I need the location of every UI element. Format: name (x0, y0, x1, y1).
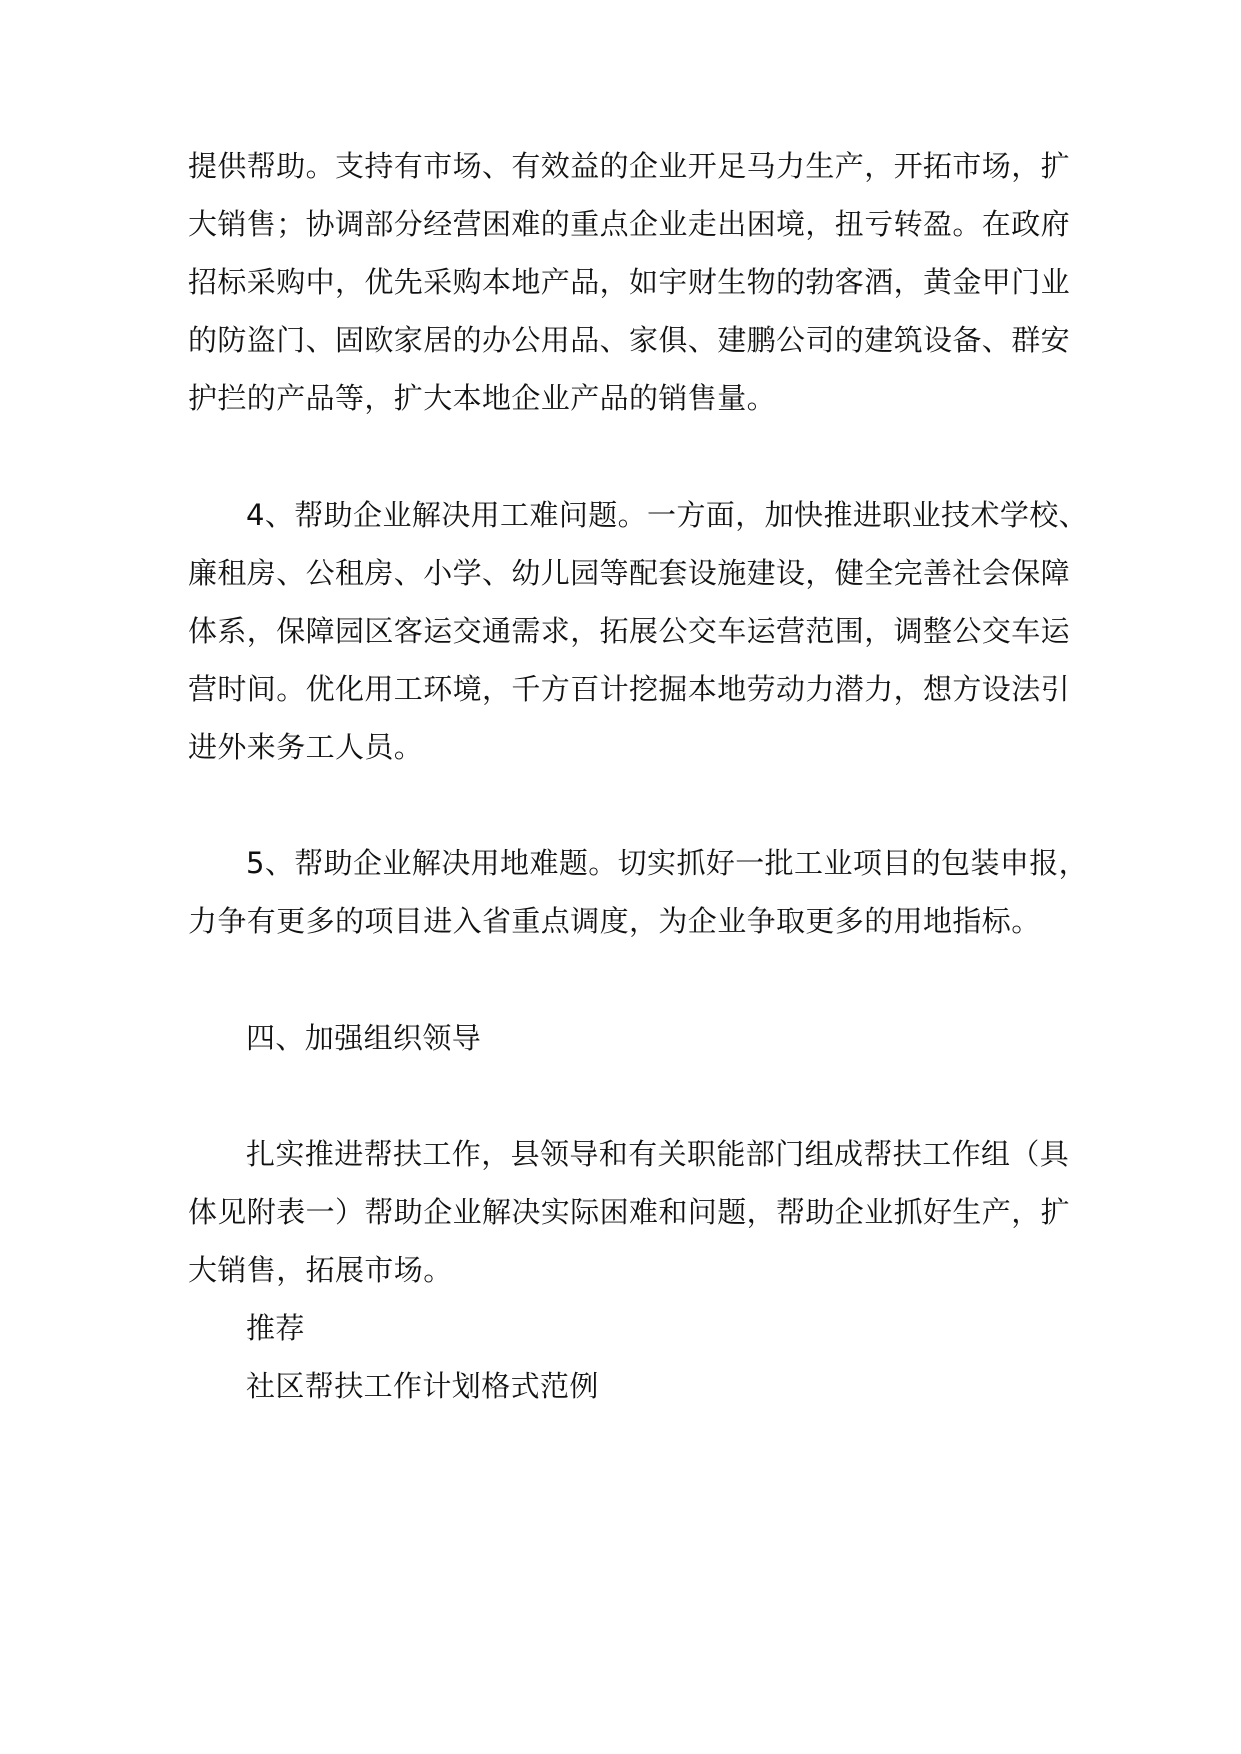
paragraph-2-line-5: 进外来务工人员。 (188, 730, 424, 764)
paragraph-1-line-5: 护拦的产品等，扩大本地企业产品的销售量。 (188, 381, 777, 415)
paragraph-1-line-1: 提供帮助。支持有市场、有效益的企业开足马力生产，开拓市场，扩 (188, 149, 1071, 183)
paragraph-2-line-4: 营时间。优化用工环境，千方百计挖掘本地劳动力潜力，想方设法引 (188, 672, 1071, 706)
paragraph-1-line-2: 大销售；协调部分经营困难的重点企业走出困境，扭亏转盈。在政府 (188, 207, 1071, 241)
paragraph-3-line-1: 5、帮助企业解决用地难题。切实抓好一批工业项目的包装申报， (246, 846, 1089, 880)
paragraph-1-line-3: 招标采购中，优先采购本地产品，如宇财生物的勃客酒，黄金甲门业 (188, 265, 1071, 299)
section-heading: 四、加强组织领导 (246, 1021, 482, 1055)
paragraph-4-line-1: 扎实推进帮扶工作，县领导和有关职能部门组成帮扶工作组（具 (246, 1137, 1070, 1171)
paragraph-2-line-2: 廉租房、公租房、小学、幼儿园等配套设施建设，健全完善社会保障 (188, 556, 1071, 590)
recommend-link[interactable]: 社区帮扶工作计划格式范例 (246, 1369, 599, 1403)
paragraph-4-line-3: 大销售，拓展市场。 (188, 1253, 453, 1287)
paragraph-4-line-2: 体见附表一）帮助企业解决实际困难和问题，帮助企业抓好生产，扩 (188, 1195, 1071, 1229)
recommend-label: 推荐 (246, 1311, 305, 1345)
paragraph-3-line-2: 力争有更多的项目进入省重点调度，为企业争取更多的用地指标。 (188, 904, 1041, 938)
paragraph-2-line-3: 体系，保障园区客运交通需求，拓展公交车运营范围，调整公交车运 (188, 614, 1071, 648)
paragraph-1-line-4: 的防盗门、固欧家居的办公用品、家俱、建鹏公司的建筑设备、群安 (188, 323, 1071, 357)
paragraph-2-line-1: 4、帮助企业解决用工难问题。一方面，加快推进职业技术学校、 (246, 498, 1089, 532)
